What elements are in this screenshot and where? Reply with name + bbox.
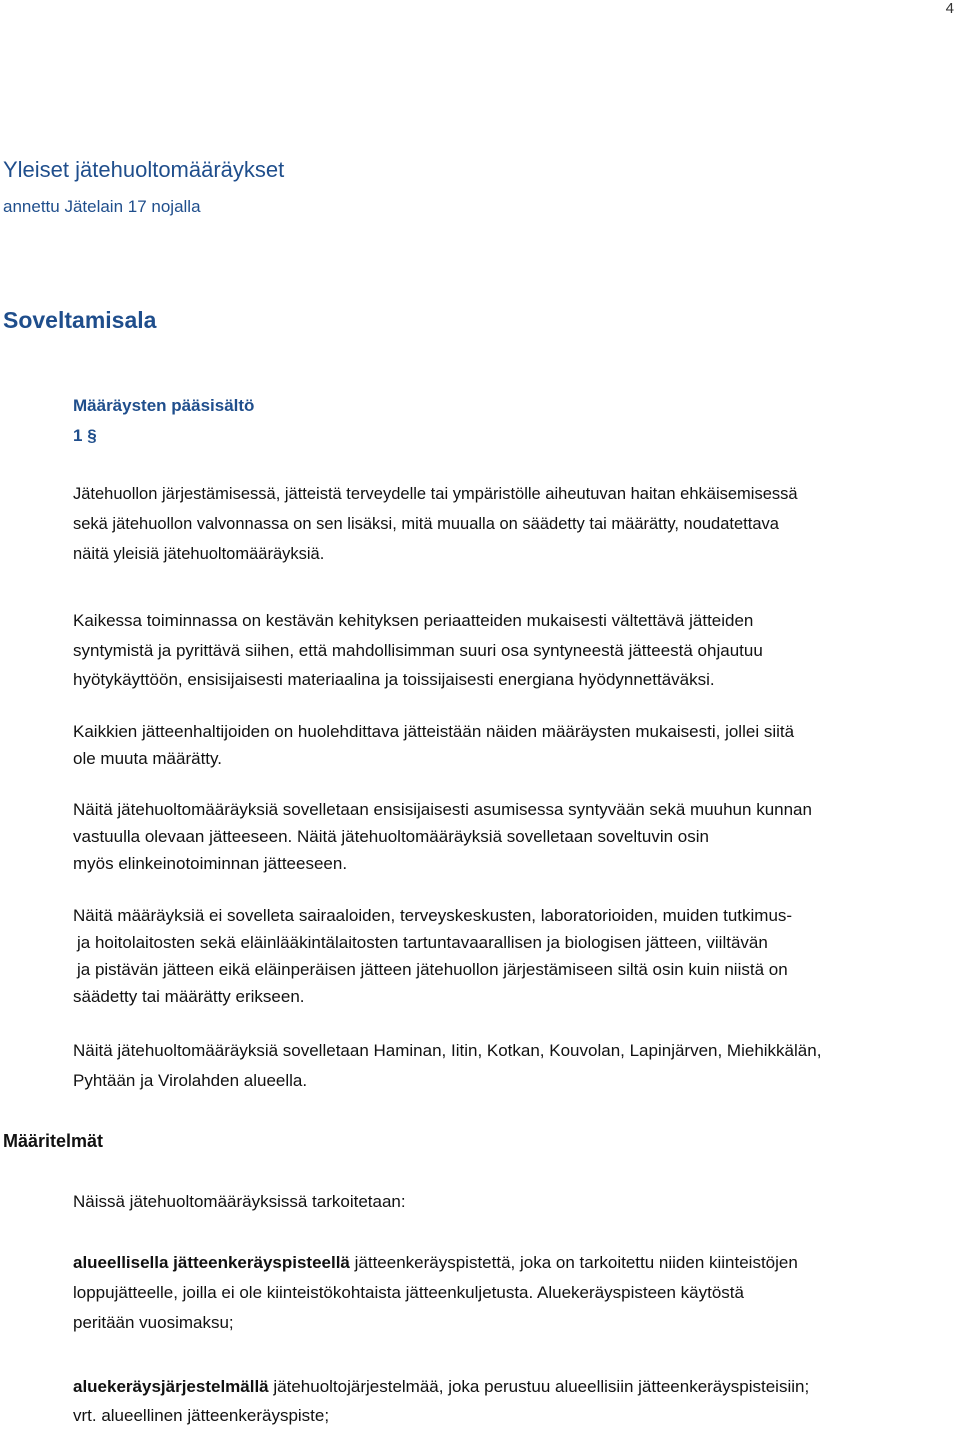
para1-line3: näitä yleisiä jätehuoltomääräyksiä.: [73, 545, 325, 563]
definition1-line2: loppujätteelle, joilla ei ole kiinteistökohtaista jätteenkuljetusta. Aluekeräyspisteen käytöstä: [73, 1283, 744, 1302]
definition2-line1-text: jätehuoltojärjestelmää, joka perustuu alueellisiin jätteenkeräyspisteisiin;: [268, 1377, 810, 1396]
para4-line3: myös elinkeinotoiminnan jätteeseen.: [73, 854, 348, 873]
paragraph-number-value: 1: [73, 426, 83, 445]
para5-line2: ja hoitolaitosten sekä eläinlääkintälaitosten tartuntavaarallisen ja biologisen jätteen, viiltävän: [77, 933, 768, 952]
para5-line3: ja pistävän jätteen eikä eläinperäisen jätteen jätehuollon järjestämiseen siltä osin kuin niistä on: [77, 960, 788, 979]
definition2-term: aluekeräysjärjestelmällä: [73, 1377, 269, 1396]
para4-line2: vastuulla olevaan jätteeseen. Näitä jätehuoltomääräyksiä sovelletaan soveltuvin osin: [73, 827, 709, 846]
definition1-line1-text: jätteenkeräyspistettä, joka on tarkoitettu niiden kiinteistöjen: [349, 1253, 798, 1272]
definition1-line1: [73, 1254, 798, 1271]
para6-line1: Näitä jätehuoltomääräyksiä sovelletaan Haminan, Iitin, Kotkan, Kouvolan, Lapinjärven, Miehikkälän,: [73, 1041, 822, 1060]
definition1-term: alueellisella jätteenkeräyspisteellä: [73, 1253, 350, 1272]
paragraph-number: 1 §: [73, 426, 97, 445]
para3-line1: Kaikkien jätteenhaltijoiden on huolehdittava jätteistään näiden määräysten mukaisesti, jollei siitä: [73, 722, 795, 741]
document-subtitle: annettu Jätelain 17 nojalla: [3, 197, 201, 216]
para2-line2: syntymistä ja pyrittävä siihen, että mahdollisimman suuri osa syntyneestä jätteestä ohjautuu: [73, 641, 763, 660]
para5-line1: Näitä määräyksiä ei sovelleta sairaaloiden, terveyskeskusten, laboratorioiden, muiden tutkimus-: [73, 906, 793, 925]
definition2-line2: vrt. alueellinen jätteenkeräyspiste;: [73, 1406, 330, 1425]
section-heading-scope: Soveltamisala: [3, 307, 157, 333]
para6-line2: Pyhtään ja Virolahden alueella.: [73, 1071, 308, 1090]
definition2-line1: [73, 1378, 809, 1395]
para2-line3: hyötykäyttöön, ensisijaisesti materiaalina ja toissijaisesti energiana hyödynnettäväksi.: [73, 670, 715, 689]
para4-line1: Näitä jätehuoltomääräyksiä sovelletaan ensisijaisesti asumisessa syntyvään sekä muuhun kunnan: [73, 800, 812, 819]
para3-line2: ole muuta määrätty.: [73, 749, 222, 768]
document-title: Yleiset jätehuoltomääräykset: [3, 157, 285, 182]
definition1-line3: peritään vuosimaksu;: [73, 1313, 234, 1332]
para2-line1: Kaikessa toiminnassa on kestävän kehityksen periaatteiden mukaisesti vältettävä jätteiden: [73, 611, 754, 630]
subsection-heading: Määräysten pääsisältö: [73, 396, 255, 415]
page-number: 4: [945, 0, 954, 17]
para1-line1: Jätehuollon järjestämisessä, jätteistä terveydelle tai ympäristölle aiheutuvan haitan ehkäisemisessä: [73, 485, 798, 503]
definitions-intro: Näissä jätehuoltomääräyksissä tarkoitetaan:: [73, 1192, 406, 1211]
para5-line4: säädetty tai määrätty erikseen.: [73, 987, 305, 1006]
section-heading-definitions: Määritelmät: [3, 1131, 104, 1151]
para1-line2: sekä jätehuollon valvonnassa on sen lisäksi, mitä muualla on säädetty tai määrätty, noudatettava: [73, 515, 779, 533]
